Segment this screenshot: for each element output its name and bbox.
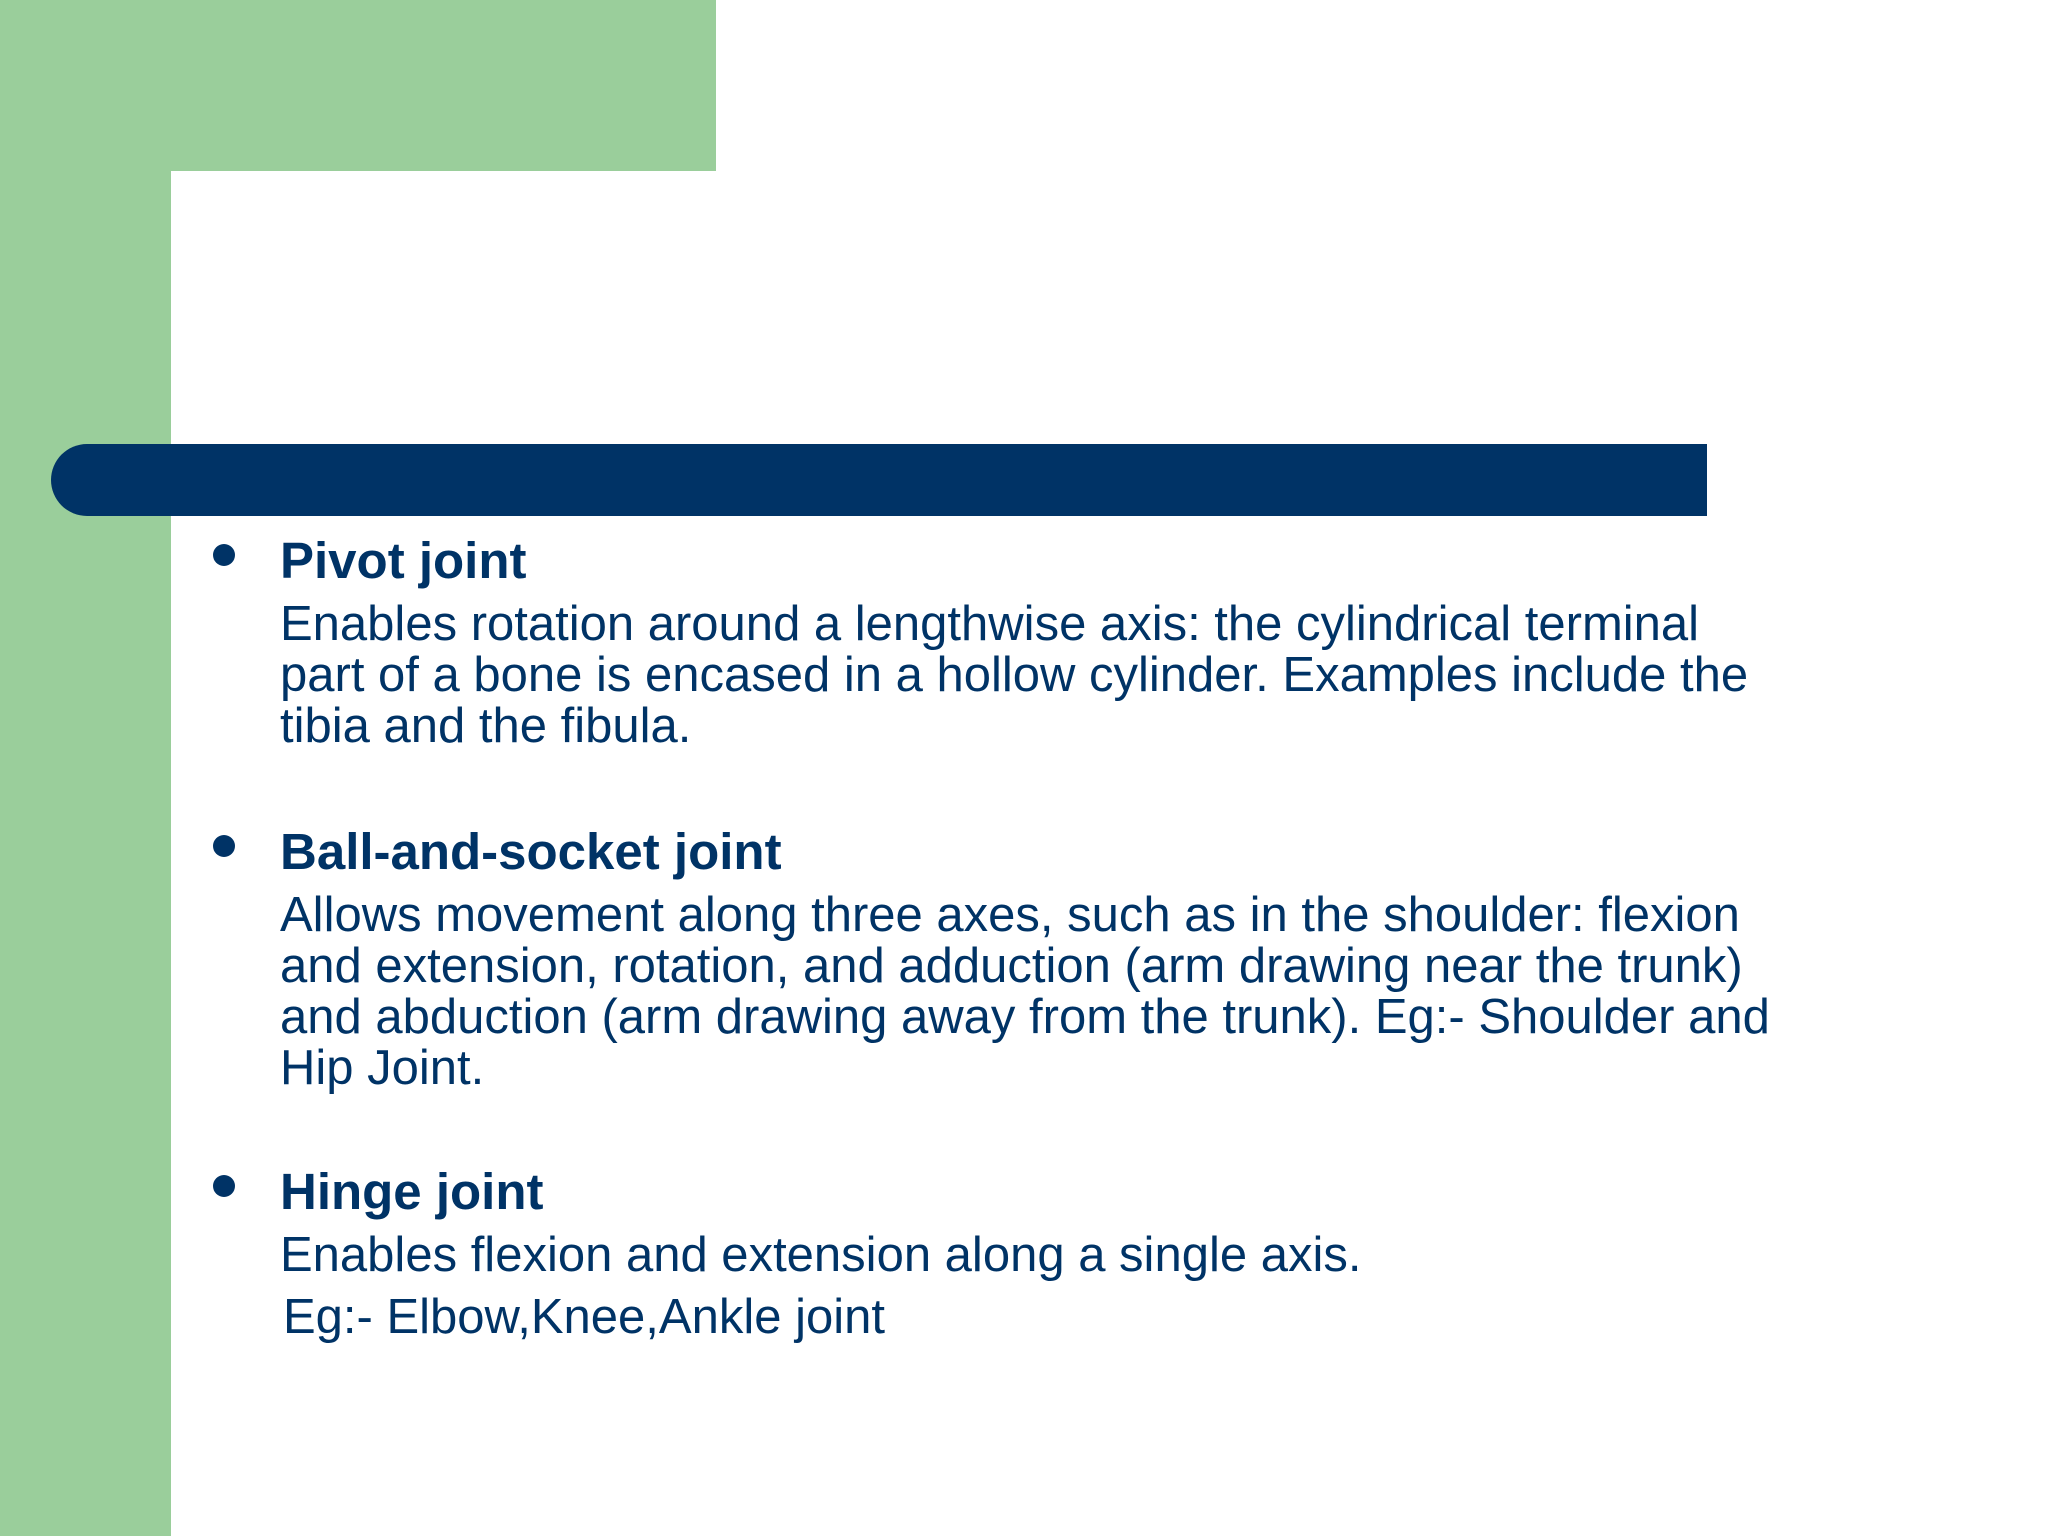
section-body-line: Enables flexion and extension along a single axis. (280, 1228, 1362, 1282)
bullet-dot (213, 544, 235, 566)
section-body-line: part of a bone is encased in a hollow cylinder. Examples include the (280, 648, 1749, 702)
section-body-line: and abduction (arm drawing away from the trunk). Eg:- Shoulder and (280, 990, 1770, 1044)
section-body-line: Eg:- Elbow,Knee,Ankle joint (283, 1290, 885, 1344)
section-heading: Hinge joint (280, 1163, 544, 1220)
section-body-line: and extension, rotation, and adduction (arm drawing near the trunk) (280, 939, 1743, 993)
section-body-line: Hip Joint. (280, 1041, 485, 1095)
section-body-line: Allows movement along three axes, such as in the shoulder: flexion (280, 888, 1740, 942)
section-body-line: tibia and the fibula. (280, 699, 692, 753)
section-body-line: Enables rotation around a lengthwise axis: the cylindrical terminal (280, 597, 1700, 651)
section-heading: Ball-and-socket joint (280, 823, 782, 880)
section-heading: Pivot joint (280, 532, 527, 589)
bullet-dot (213, 1175, 235, 1197)
bullet-dot (213, 835, 235, 857)
